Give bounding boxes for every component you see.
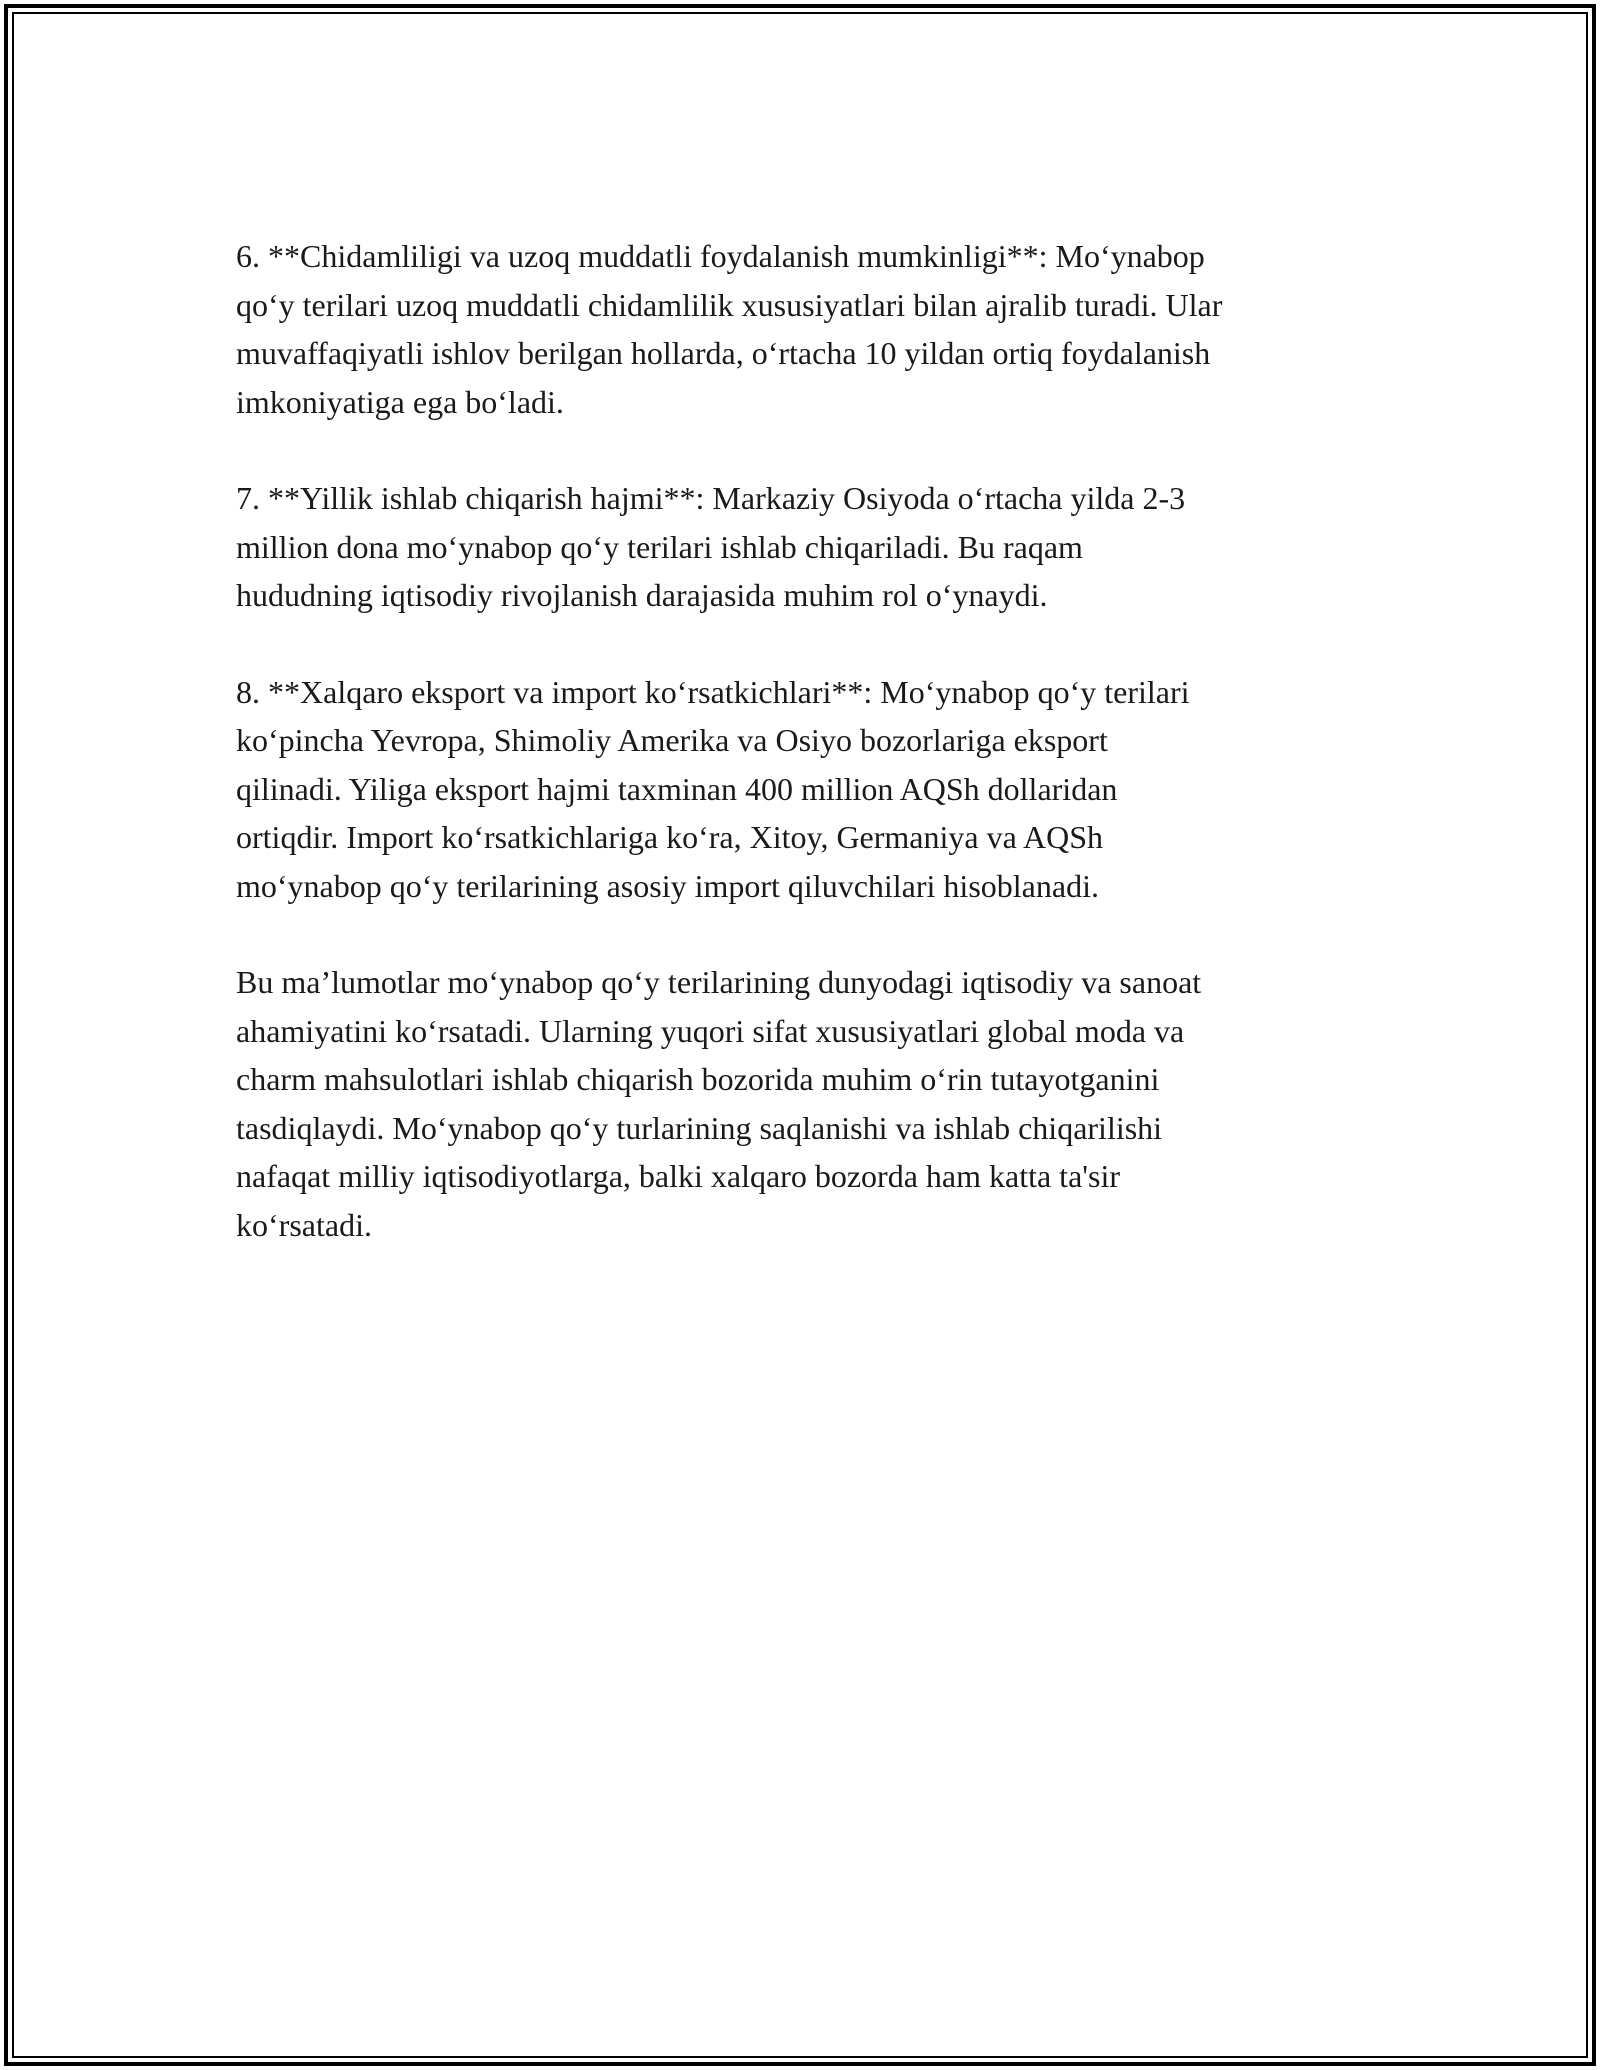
document-body	[236, 232, 1396, 1297]
paragraph-item-8-export-import: 8. **Xalqaro eksport va import ko‘rsatkichlari**: Mo‘ynabop qo‘y terilari ko‘pincha Yevropa, Shimoliy Amerika va Osiyo bozorlariga eksport qilinadi. Yiliga eksport hajmi taxminan 400 million AQSh dollaridan ortiqdir. Import ko‘rsatkichlariga ko‘ra, Xitoy, Germaniya va AQSh mo‘ynabop qo‘y terilarining asosiy import qiluvchilari hisoblanadi.	[236, 673, 1190, 904]
paragraph-conclusion: Bu ma’lumotlar mo‘ynabop qo‘y terilarining dunyodagi iqtisodiy va sanoat ahamiyatini ko‘rsatadi. Ularning yuqori sifat xususiyatlari global moda va charm mahsulotlari ishlab chiqarish bozorida muhim o‘rin tutayotganini tasdiqlaydi. Mo‘ynabop qo‘y turlarining saqlanishi va ishlab chiqarilishi nafaqat milliy iqtisodiyotlarga, balki xalqaro bozorda ham katta ta'sir ko‘rsatadi.	[236, 964, 1202, 1243]
paragraph-item-6-durability: 6. **Chidamliligi va uzoq muddatli foydalanish mumkinligi**: Mo‘ynabop qo‘y terilari uzoq muddatli chidamlilik xususiyatlari bilan ajralib turadi. Ular muvaffaqiyatli ishlov berilgan hollarda, o‘rtacha 10 yildan ortiq foydalanish imkoniyatiga ega bo‘ladi.	[236, 238, 1223, 420]
paragraph-item-7-annual-production: 7. **Yillik ishlab chiqarish hajmi**: Markaziy Osiyoda o‘rtacha yilda 2-3 million dona mo‘ynabop qo‘y terilari ishlab chiqariladi. Bu raqam hududning iqtisodiy rivojlanish darajasida muhim rol o‘ynaydi.	[236, 480, 1186, 613]
